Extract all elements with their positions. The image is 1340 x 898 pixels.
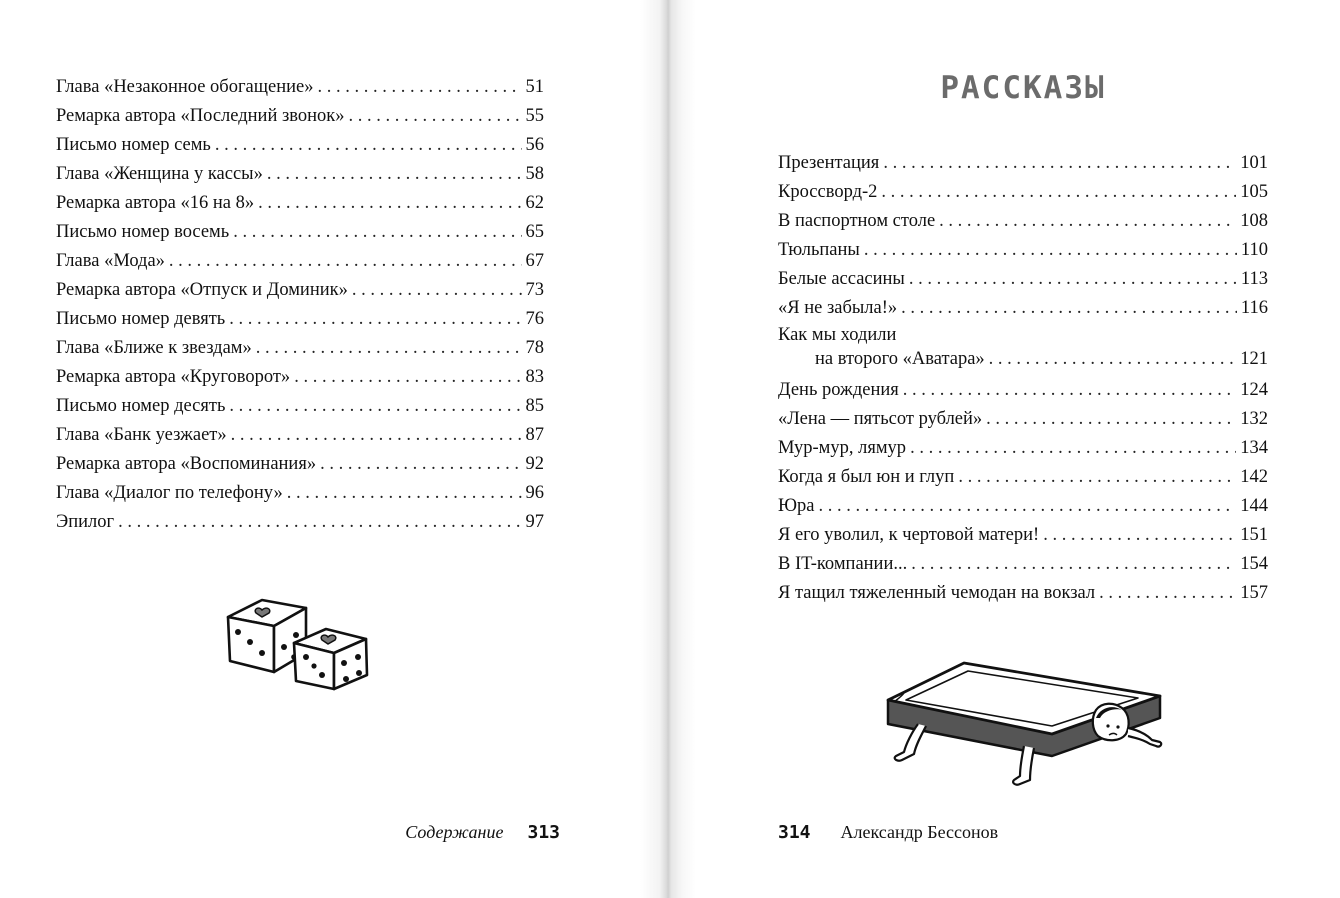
dot-leader [231, 421, 522, 450]
toc-entry-page: 134 [1240, 438, 1268, 458]
toc-entry-page: 154 [1240, 554, 1268, 574]
book-gutter [640, 0, 696, 898]
dot-leader [939, 207, 1236, 236]
dot-leader [294, 363, 521, 392]
dot-leader [881, 178, 1236, 207]
toc-entry [56, 189, 544, 218]
running-head-section: Содержание [405, 822, 504, 842]
dot-leader [317, 73, 521, 102]
toc-entry-title: Я его уволил, к чертовой матери! [778, 525, 1040, 545]
toc-entry [778, 579, 1268, 608]
dot-leader [169, 247, 522, 276]
toc-entry-title: Ремарка автора «Последний звонок» [56, 106, 345, 126]
toc-entry [56, 450, 544, 479]
toc-entry-title: Как мы ходили [778, 325, 897, 345]
toc-entry-page: 132 [1240, 409, 1268, 429]
toc-entry [56, 392, 544, 421]
toc-entry-title: Глава «Незаконное обогащение» [56, 77, 314, 97]
dot-leader [958, 463, 1236, 492]
toc-entry-title: Ремарка автора «Круговорот» [56, 367, 291, 387]
toc-entry-title: Письмо номер восемь [56, 222, 230, 242]
toc-entry-page: 101 [1240, 153, 1268, 173]
dot-leader [910, 434, 1236, 463]
toc-entry-title: Глава «Женщина у кассы» [56, 164, 263, 184]
toc-entry [56, 479, 544, 508]
dot-leader [909, 265, 1237, 294]
toc-entry-page: 157 [1240, 583, 1268, 603]
toc-entry-page: 151 [1240, 525, 1268, 545]
phone-person-illustration [884, 658, 1176, 792]
toc-entry-title: Глава «Мода» [56, 251, 165, 271]
toc-entry-page: 67 [525, 251, 544, 271]
toc-entry [56, 508, 544, 537]
toc-entry [778, 265, 1268, 294]
toc-entry [778, 323, 1268, 376]
toc-entry [56, 305, 544, 334]
dot-leader [267, 160, 522, 189]
toc-entry-page: 92 [525, 454, 544, 474]
dot-leader [818, 492, 1236, 521]
toc-entry-title: Юра [778, 496, 815, 516]
toc-entry [56, 160, 544, 189]
toc-entry-page: 87 [525, 425, 544, 445]
toc-entry-title: Ремарка автора «16 на 8» [56, 193, 255, 213]
toc-entry [56, 421, 544, 450]
toc-entry-title: Глава «Диалог по телефону» [56, 483, 283, 503]
dot-leader [901, 294, 1237, 323]
dot-leader [911, 550, 1236, 579]
toc-entry-page: 78 [525, 338, 544, 358]
section-title: РАССКАЗЫ [940, 70, 1106, 106]
toc-entry-page: 76 [525, 309, 544, 329]
toc-entry-title: Белые ассасины [778, 269, 905, 289]
dot-leader [215, 131, 522, 160]
toc-entry-title: В паспортном столе [778, 211, 936, 231]
dot-leader [864, 236, 1237, 265]
toc-entry-page: 55 [525, 106, 544, 126]
toc-entry-title: Кроссворд-2 [778, 182, 878, 202]
toc-entry-title: Письмо номер девять [56, 309, 226, 329]
toc-entry [56, 131, 544, 160]
toc-entry-title: Письмо номер семь [56, 135, 211, 155]
running-head-author: Александр Бессонов [840, 822, 999, 842]
dot-leader [233, 218, 521, 247]
toc-entry-page: 97 [525, 512, 544, 532]
toc-entry-page: 96 [525, 483, 544, 503]
toc-entry-page: 124 [1240, 380, 1268, 400]
toc-entry [56, 247, 544, 276]
dot-leader [320, 450, 521, 479]
toc-entry-page: 65 [525, 222, 544, 242]
toc-entry [56, 102, 544, 131]
toc-entry-page: 73 [525, 280, 544, 300]
toc-entry-page: 144 [1240, 496, 1268, 516]
toc-entry-title: День рождения [778, 380, 899, 400]
dot-leader [989, 347, 1237, 371]
toc-entry-title: Ремарка автора «Отпуск и Доминик» [56, 280, 348, 300]
dot-leader [352, 276, 522, 305]
toc-entry-title: Тюльпаны [778, 240, 860, 260]
toc-entry-title: Глава «Ближе к звездам» [56, 338, 252, 358]
toc-right [778, 149, 1268, 608]
toc-entry [778, 178, 1268, 207]
toc-entry-page: 108 [1240, 211, 1268, 231]
toc-entry-title: «Лена — пятьсот рублей» [778, 409, 983, 429]
toc-entry-title: Когда я был юн и глуп [778, 467, 955, 487]
page-number-right: 314 [778, 822, 811, 843]
toc-entry [56, 73, 544, 102]
toc-entry-page: 58 [525, 164, 544, 184]
toc-entry-title: Мур-мур, лямур [778, 438, 907, 458]
toc-entry [778, 236, 1268, 265]
toc-entry-title: Эпилог [56, 512, 115, 532]
toc-entry-page: 51 [525, 77, 544, 97]
toc-entry [778, 149, 1268, 178]
toc-entry-page: 121 [1240, 349, 1268, 369]
toc-entry [778, 294, 1268, 323]
toc-entry [778, 492, 1268, 521]
dot-leader [883, 149, 1236, 178]
toc-entry-page: 116 [1240, 298, 1268, 318]
toc-entry-title: «Я не забыла!» [778, 298, 898, 318]
page-number-left: 313 [527, 822, 560, 843]
toc-entry-title: Презентация [778, 153, 880, 173]
toc-entry-page: 113 [1240, 269, 1268, 289]
toc-entry [778, 463, 1268, 492]
toc-entry-title: Письмо номер десять [56, 396, 226, 416]
toc-entry [778, 207, 1268, 236]
dot-leader [229, 392, 521, 421]
toc-left [56, 73, 544, 537]
dot-leader [258, 189, 521, 218]
toc-entry [778, 521, 1268, 550]
dot-leader [256, 334, 522, 363]
toc-entry-page: 56 [525, 135, 544, 155]
toc-entry-page: 105 [1240, 182, 1268, 202]
dot-leader [287, 479, 522, 508]
footer-right [778, 822, 998, 843]
toc-entry-title: Глава «Банк уезжает» [56, 425, 227, 445]
footer-left [405, 822, 560, 843]
toc-entry [56, 276, 544, 305]
dot-leader [118, 508, 521, 537]
toc-entry [56, 218, 544, 247]
toc-entry [56, 334, 544, 363]
toc-entry-page: 85 [525, 396, 544, 416]
toc-entry-page: 83 [525, 367, 544, 387]
dot-leader [1099, 579, 1236, 608]
toc-entry [778, 550, 1268, 579]
toc-entry [56, 363, 544, 392]
toc-entry-title-continued: на второго «Аватара» [815, 349, 985, 369]
dice-illustration [222, 595, 374, 693]
toc-entry-title: Ремарка автора «Воспоминания» [56, 454, 317, 474]
dot-leader [1043, 521, 1236, 550]
dot-leader [986, 405, 1236, 434]
toc-entry-page: 142 [1240, 467, 1268, 487]
dot-leader [349, 102, 522, 131]
toc-entry [778, 434, 1268, 463]
toc-entry-page: 110 [1240, 240, 1268, 260]
toc-entry [778, 376, 1268, 405]
toc-entry [778, 405, 1268, 434]
toc-entry-page: 62 [525, 193, 544, 213]
toc-entry-title: В IT-компании... [778, 554, 908, 574]
toc-entry-title: Я тащил тяжеленный чемодан на вокзал [778, 583, 1096, 603]
dot-leader [903, 376, 1236, 405]
dot-leader [229, 305, 521, 334]
